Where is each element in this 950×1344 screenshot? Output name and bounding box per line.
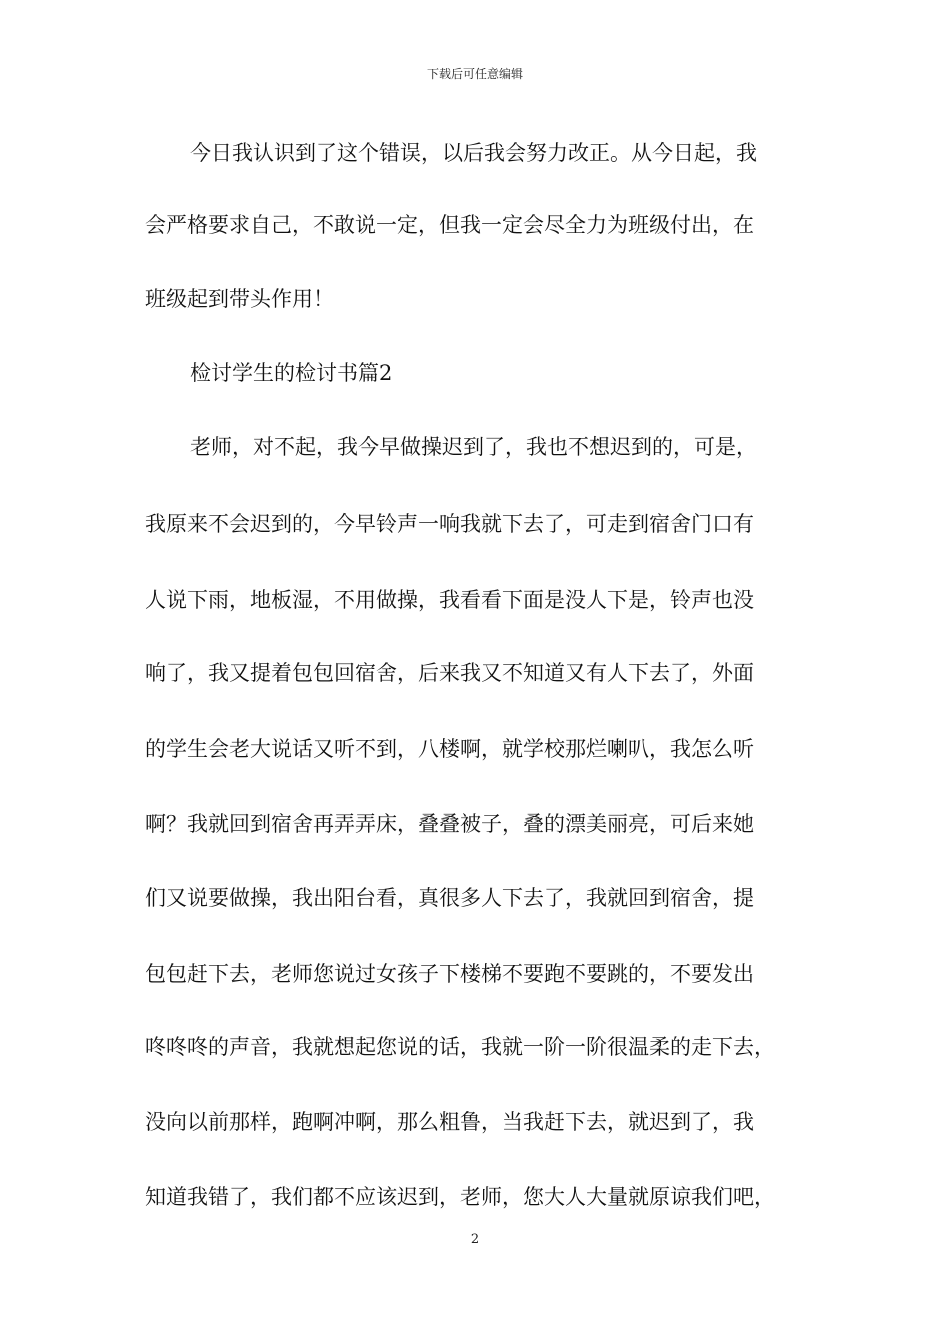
body-line: 响了，我又提着包包回宿舍，后来我又不知道又有人下去了，外面	[145, 661, 754, 685]
body-line: 们又说要做操，我出阳台看，真很多人下去了，我就回到宿舍，提	[145, 886, 754, 910]
section-heading: 检讨学生的检讨书篇2	[190, 361, 393, 385]
body-line: 知道我错了，我们都不应该迟到，老师，您大人大量就原谅我们吧，	[145, 1185, 775, 1209]
body-line: 包包赶下去，老师您说过女孩子下楼梯不要跑不要跳的，不要发出	[145, 962, 754, 986]
body-line: 没向以前那样，跑啊冲啊，那么粗鲁，当我赶下去，就迟到了，我	[145, 1110, 754, 1134]
body-line: 人说下雨，地板湿，不用做操，我看看下面是没人下是，铃声也没	[145, 588, 754, 612]
body-line: 班级起到带头作用！	[145, 287, 334, 311]
body-line: 老师，对不起，我今早做操迟到了，我也不想迟到的，可是，	[190, 435, 757, 459]
body-line: 咚咚咚的声音，我就想起您说的话，我就一阶一阶很温柔的走下去，	[145, 1035, 775, 1059]
body-line: 会严格要求自己，不敢说一定，但我一定会尽全力为班级付出，在	[145, 213, 754, 237]
body-line: 的学生会老大说话又听不到，八楼啊，就学校那烂喇叭，我怎么听	[145, 737, 754, 761]
body-line: 我原来不会迟到的，今早铃声一响我就下去了，可走到宿舍门口有	[145, 512, 754, 536]
body-line: 今日我认识到了这个错误，以后我会努力改正。从今日起，我	[190, 141, 757, 165]
body-line: 啊？我就回到宿舍再弄弄床，叠叠被子，叠的漂美丽亮，可后来她	[145, 812, 754, 836]
page-header: 下载后可任意编辑	[426, 67, 523, 81]
page-number: 2	[470, 1232, 480, 1247]
